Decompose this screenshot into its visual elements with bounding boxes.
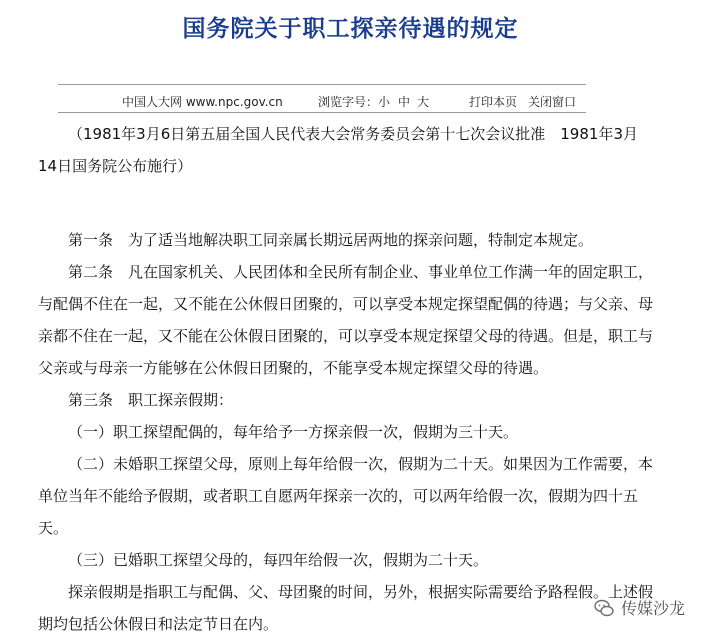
article-3-note: 探亲假期是指职工与配偶、父、母团聚的时间，另外，根据实际需要给予路程假。上述假期均包括公休假日和法定节日在内。 (38, 583, 654, 633)
info-bar (0, 90, 701, 112)
article-2: 第二条 凡在国家机关、人民团体和全民所有制企业、事业单位工作满一年的固定职工，与配偶不住在一起，又不能在公休假日团聚的，可以享受本规定探望配偶的待遇；与父亲、母亲都不住在一起，又不能在公休假日团聚的，可以享受本规定探望父母的待遇。但是，职工与父亲或与母亲一方能够在公休假日团聚的，不能享受本规定探望父母的待遇。 (38, 263, 654, 377)
info-divider (58, 112, 586, 113)
top-divider (58, 84, 586, 85)
font-medium-link[interactable]: 中 (398, 95, 411, 109)
article-3-item-3: （三）已婚职工探望父母的，每四年给假一次，假期为二十天。 (68, 551, 489, 569)
article-body (38, 118, 656, 640)
page-title: 国务院关于职工探亲待遇的规定 (182, 15, 519, 42)
approval-note: （1981年3月6日第五届全国人民代表大会常务委员会第十七次会议批准 1981年3月14日国务院公布施行） (38, 125, 638, 175)
print-link[interactable]: 打印本页 (469, 95, 518, 109)
font-small-link[interactable]: 小 (378, 95, 391, 109)
article-3: 第三条 职工探亲假期： (68, 391, 234, 409)
article-1: 第一条 为了适当地解决职工同亲属长期远居两地的探亲问题，特制定本规定。 (68, 231, 594, 249)
watermark (593, 596, 685, 619)
close-window-link[interactable]: 关闭窗口 (528, 95, 577, 109)
font-size-label: 浏览字号： (318, 95, 379, 109)
article-3-item-2: （二）未婚职工探望父母，原则上每年给假一次，假期为二十天。如果因为工作需要，本单位当年不能给予假期，或者职工自愿两年探亲一次的，可以两年给假一次，假期为四十五天。 (38, 455, 654, 537)
article-3-item-1: （一）职工探望配偶的，每年给予一方探亲假一次，假期为三十天。 (68, 423, 519, 441)
font-large-link[interactable]: 大 (417, 95, 430, 109)
spacer (38, 182, 656, 224)
site-link[interactable]: 中国人大网 www.npc.gov.cn (122, 95, 283, 109)
chat-bubble-icon (593, 597, 615, 619)
watermark-text: 传媒沙龙 (620, 599, 685, 618)
